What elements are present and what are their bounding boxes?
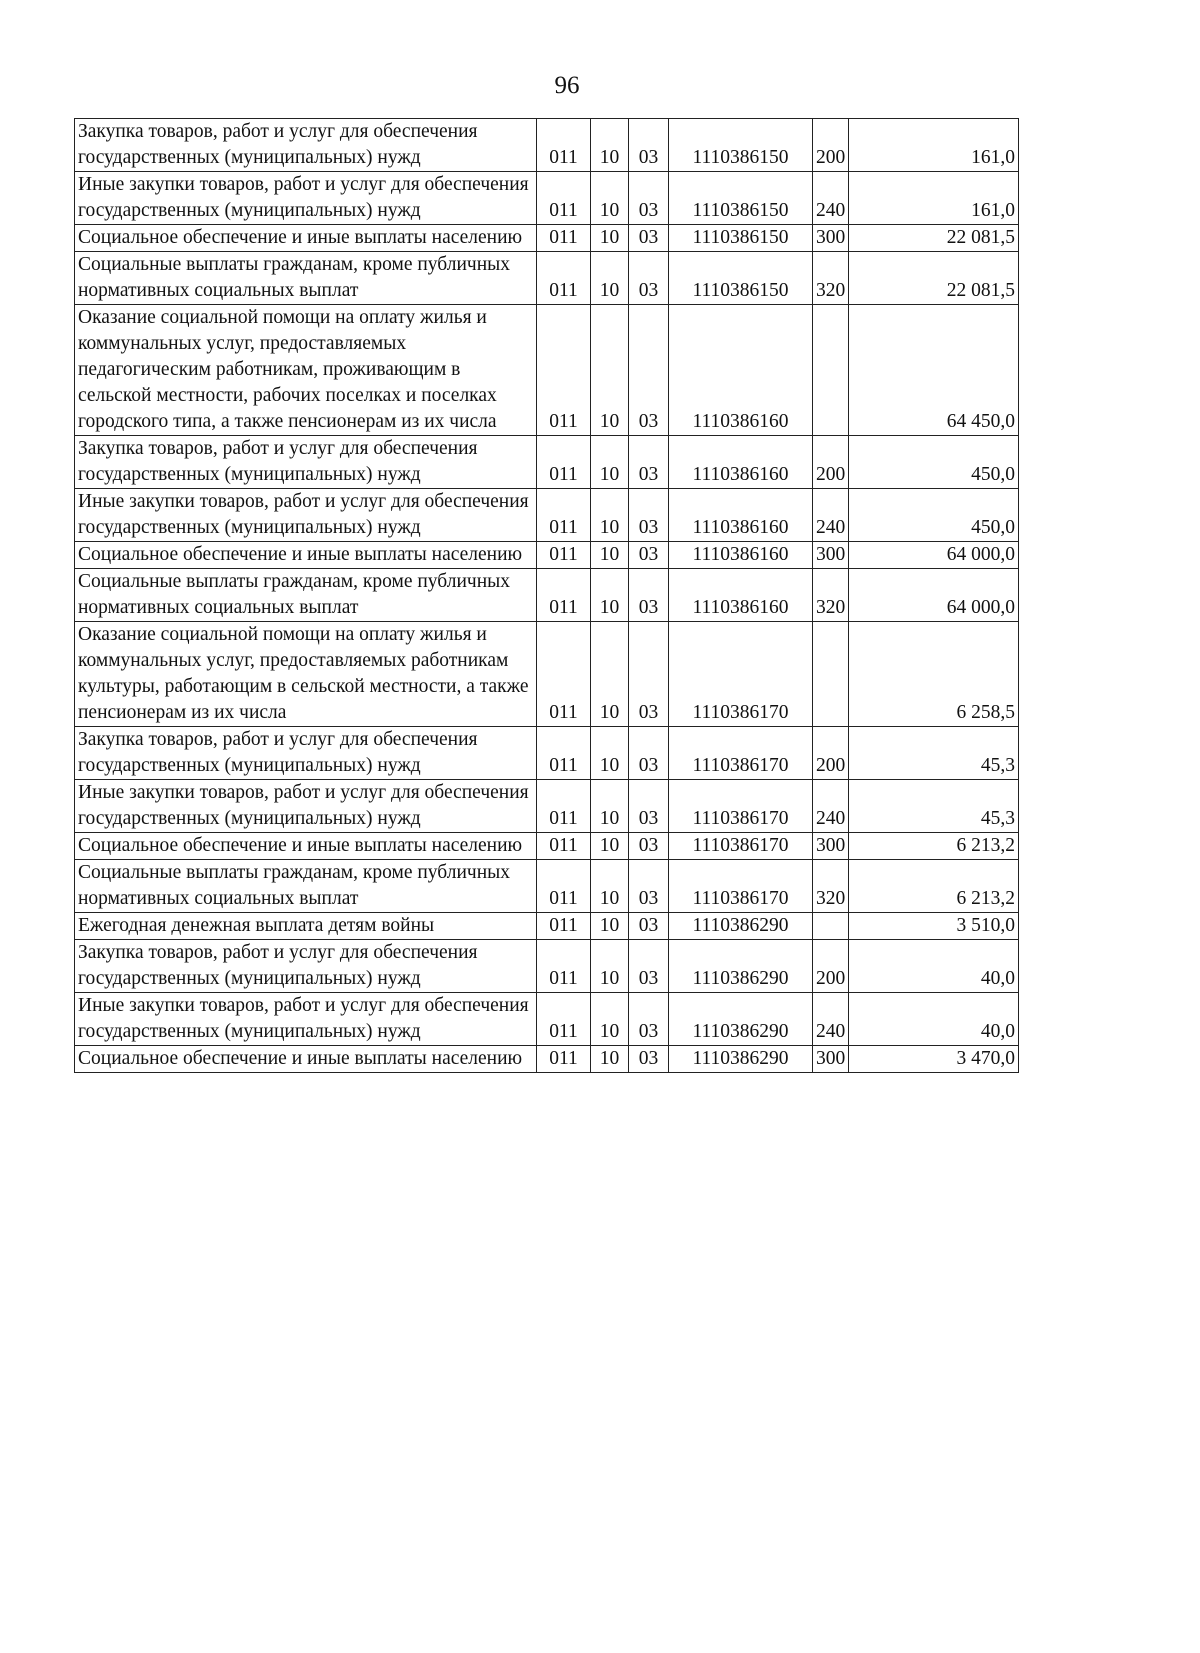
cell-name: Социальные выплаты гражданам, кроме публичных нормативных социальных выплат [75,569,537,622]
cell-rz: 10 [591,833,629,860]
table-row [75,1046,1019,1073]
cell-amount: 450,0 [849,436,1019,489]
cell-name: Социальные выплаты гражданам, кроме публичных нормативных социальных выплат [75,252,537,305]
cell-rz: 10 [591,542,629,569]
table-row [75,225,1019,252]
cell-rz: 10 [591,622,629,727]
table-row [75,569,1019,622]
page-number: 96 [554,72,580,99]
cell-csr: 1110386170 [669,622,813,727]
table-row [75,436,1019,489]
cell-csr: 1110386160 [669,542,813,569]
cell-vr [813,305,849,436]
cell-amount: 161,0 [849,172,1019,225]
cell-ved: 011 [537,305,591,436]
cell-csr: 1110386290 [669,940,813,993]
cell-amount: 3 470,0 [849,1046,1019,1073]
cell-ved: 011 [537,225,591,252]
cell-pr: 03 [629,727,669,780]
cell-amount: 64 000,0 [849,569,1019,622]
cell-amount: 6 213,2 [849,860,1019,913]
table-row [75,993,1019,1046]
cell-ved: 011 [537,436,591,489]
cell-pr: 03 [629,940,669,993]
cell-amount: 64 450,0 [849,305,1019,436]
cell-amount: 45,3 [849,780,1019,833]
cell-vr: 200 [813,940,849,993]
cell-csr: 1110386160 [669,436,813,489]
table-row [75,727,1019,780]
cell-vr: 320 [813,252,849,305]
cell-name: Социальное обеспечение и иные выплаты населению [75,542,537,569]
cell-pr: 03 [629,489,669,542]
cell-rz: 10 [591,1046,629,1073]
cell-ved: 011 [537,993,591,1046]
table-row [75,542,1019,569]
cell-vr: 320 [813,860,849,913]
cell-name: Оказание социальной помощи на оплату жилья и коммунальных услуг, предоставляемых педагогическим работникам, проживающим в сельской местности, рабочих поселках и поселках городского типа, а также пенсионерам из их числа [75,305,537,436]
cell-amount: 450,0 [849,489,1019,542]
cell-csr: 1110386150 [669,119,813,172]
cell-vr: 240 [813,489,849,542]
cell-csr: 1110386160 [669,569,813,622]
cell-pr: 03 [629,542,669,569]
cell-name: Закупка товаров, работ и услуг для обеспечения государственных (муниципальных) нужд [75,940,537,993]
cell-name: Социальное обеспечение и иные выплаты населению [75,833,537,860]
table-row [75,305,1019,436]
cell-csr: 1110386150 [669,225,813,252]
cell-csr: 1110386160 [669,489,813,542]
cell-name: Социальное обеспечение и иные выплаты населению [75,225,537,252]
cell-vr: 200 [813,119,849,172]
cell-pr: 03 [629,252,669,305]
cell-rz: 10 [591,436,629,489]
cell-rz: 10 [591,727,629,780]
cell-vr: 300 [813,1046,849,1073]
cell-vr: 300 [813,542,849,569]
table-row [75,940,1019,993]
cell-ved: 011 [537,860,591,913]
cell-amount: 45,3 [849,727,1019,780]
table-row [75,489,1019,542]
cell-rz: 10 [591,305,629,436]
cell-csr: 1110386170 [669,727,813,780]
cell-vr: 240 [813,172,849,225]
cell-csr: 1110386290 [669,993,813,1046]
table-row [75,119,1019,172]
cell-rz: 10 [591,172,629,225]
cell-name: Закупка товаров, работ и услуг для обеспечения государственных (муниципальных) нужд [75,727,537,780]
cell-rz: 10 [591,780,629,833]
cell-ved: 011 [537,913,591,940]
cell-ved: 011 [537,622,591,727]
cell-name: Ежегодная денежная выплата детям войны [75,913,537,940]
cell-csr: 1110386290 [669,1046,813,1073]
cell-name: Социальные выплаты гражданам, кроме публичных нормативных социальных выплат [75,860,537,913]
cell-ved: 011 [537,780,591,833]
cell-rz: 10 [591,940,629,993]
cell-amount: 6 258,5 [849,622,1019,727]
cell-rz: 10 [591,993,629,1046]
cell-pr: 03 [629,305,669,436]
table-row [75,860,1019,913]
cell-rz: 10 [591,489,629,542]
cell-pr: 03 [629,569,669,622]
cell-csr: 1110386290 [669,913,813,940]
cell-amount: 22 081,5 [849,225,1019,252]
cell-vr: 200 [813,727,849,780]
cell-pr: 03 [629,225,669,252]
cell-name: Иные закупки товаров, работ и услуг для обеспечения государственных (муниципальных) нужд [75,780,537,833]
cell-vr: 240 [813,780,849,833]
cell-amount: 22 081,5 [849,252,1019,305]
cell-ved: 011 [537,940,591,993]
table-body [75,119,1019,1073]
cell-name: Оказание социальной помощи на оплату жилья и коммунальных услуг, предоставляемых работникам культуры, работающим в сельской местности, а также пенсионерам из их числа [75,622,537,727]
cell-vr: 320 [813,569,849,622]
cell-vr [813,622,849,727]
cell-amount: 40,0 [849,993,1019,1046]
cell-pr: 03 [629,860,669,913]
cell-csr: 1110386160 [669,305,813,436]
cell-pr: 03 [629,622,669,727]
cell-rz: 10 [591,252,629,305]
cell-amount: 161,0 [849,119,1019,172]
cell-vr [813,913,849,940]
cell-ved: 011 [537,727,591,780]
cell-ved: 011 [537,489,591,542]
cell-amount: 6 213,2 [849,833,1019,860]
cell-pr: 03 [629,913,669,940]
cell-name: Закупка товаров, работ и услуг для обеспечения государственных (муниципальных) нужд [75,436,537,489]
cell-name: Иные закупки товаров, работ и услуг для обеспечения государственных (муниципальных) нужд [75,489,537,542]
cell-ved: 011 [537,833,591,860]
cell-pr: 03 [629,993,669,1046]
table-row [75,622,1019,727]
cell-ved: 011 [537,1046,591,1073]
table-row [75,780,1019,833]
cell-ved: 011 [537,569,591,622]
cell-vr: 300 [813,833,849,860]
cell-amount: 64 000,0 [849,542,1019,569]
cell-csr: 1110386170 [669,780,813,833]
cell-pr: 03 [629,833,669,860]
table-row [75,833,1019,860]
cell-vr: 300 [813,225,849,252]
budget-table [74,118,1019,1073]
table-row [75,913,1019,940]
cell-rz: 10 [591,569,629,622]
cell-pr: 03 [629,119,669,172]
cell-pr: 03 [629,1046,669,1073]
cell-ved: 011 [537,119,591,172]
table-row [75,172,1019,225]
cell-vr: 200 [813,436,849,489]
cell-pr: 03 [629,172,669,225]
cell-name: Иные закупки товаров, работ и услуг для обеспечения государственных (муниципальных) нужд [75,172,537,225]
cell-name: Иные закупки товаров, работ и услуг для обеспечения государственных (муниципальных) нужд [75,993,537,1046]
cell-rz: 10 [591,119,629,172]
cell-rz: 10 [591,225,629,252]
cell-name: Закупка товаров, работ и услуг для обеспечения государственных (муниципальных) нужд [75,119,537,172]
cell-csr: 1110386150 [669,252,813,305]
cell-amount: 3 510,0 [849,913,1019,940]
cell-rz: 10 [591,913,629,940]
cell-pr: 03 [629,780,669,833]
cell-ved: 011 [537,252,591,305]
cell-csr: 1110386170 [669,833,813,860]
cell-name: Социальное обеспечение и иные выплаты населению [75,1046,537,1073]
table-row [75,252,1019,305]
cell-csr: 1110386150 [669,172,813,225]
cell-pr: 03 [629,436,669,489]
cell-ved: 011 [537,172,591,225]
cell-ved: 011 [537,542,591,569]
cell-vr: 240 [813,993,849,1046]
cell-rz: 10 [591,860,629,913]
cell-amount: 40,0 [849,940,1019,993]
cell-csr: 1110386170 [669,860,813,913]
